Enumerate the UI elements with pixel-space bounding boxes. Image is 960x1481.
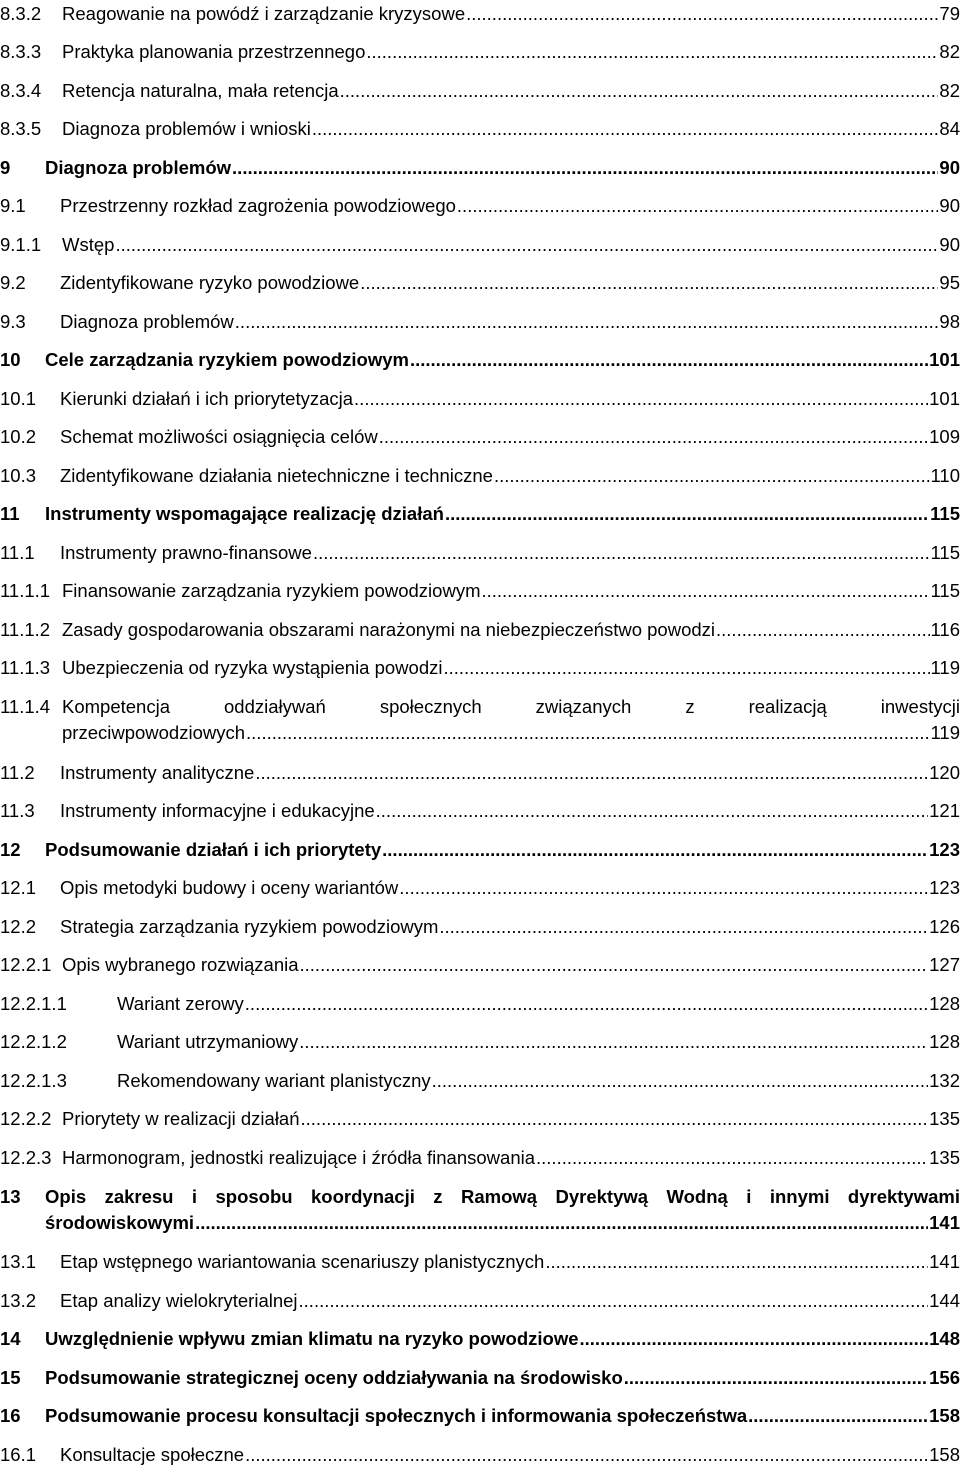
- toc-entry-title: Instrumenty analityczne: [60, 760, 254, 786]
- toc-entry-page: 115: [931, 578, 960, 604]
- toc-leader-dots: [360, 270, 938, 296]
- toc-entry-page: 121: [929, 798, 960, 824]
- toc-entry-title-line2: środowiskowymi: [45, 1210, 194, 1236]
- toc-entry-title: Retencja naturalna, mała retencja: [62, 78, 339, 104]
- toc-entry-page: 126: [929, 914, 960, 940]
- toc-entry-number: 12.2.1: [0, 952, 62, 978]
- toc-entry-number: 10: [0, 347, 45, 373]
- toc-entry-page: 90: [939, 193, 960, 219]
- toc-leader-dots: [115, 232, 938, 258]
- toc-entry-page: 158: [929, 1403, 960, 1429]
- toc-entry[interactable]: [0, 232, 960, 271]
- toc-entry-title: Opis wybranego rozwiązania: [62, 952, 299, 978]
- toc-leader-dots: [399, 875, 928, 901]
- toc-entry-number: 13.1: [0, 1249, 60, 1275]
- toc-entry-page: 109: [929, 424, 960, 450]
- toc-title-word: z: [433, 1184, 442, 1210]
- toc-entry-title: Zidentyfikowane działania nietechniczne i techniczne: [60, 463, 493, 489]
- toc-title-word: realizacją: [749, 694, 827, 720]
- toc-entry-title: Priorytety w realizacji działań: [62, 1106, 300, 1132]
- toc-entry-title: Zasady gospodarowania obszarami narażonymi na niebezpieczeństwo powodzi: [62, 617, 715, 643]
- toc-leader-dots: [716, 617, 929, 643]
- toc-entry-title: Harmonogram, jednostki realizujące i źródła finansowania: [62, 1145, 535, 1171]
- toc-entry-page: 79: [939, 1, 960, 27]
- toc-entry-title-line1: [45, 1184, 960, 1210]
- toc-leader-dots: [366, 39, 938, 65]
- toc-entry[interactable]: [0, 875, 960, 914]
- toc-entry-title-line2: przeciwpowodziowych: [62, 720, 245, 746]
- toc-leader-dots: [299, 1288, 929, 1314]
- toc-entry[interactable]: [0, 39, 960, 78]
- toc-entry-title: Ubezpieczenia od ryzyka wystąpienia powodzi: [62, 655, 442, 681]
- toc-entry-title: Cele zarządzania ryzykiem powodziowym: [45, 347, 409, 373]
- toc-entry[interactable]: [0, 116, 960, 155]
- toc-entry-page: 101: [929, 347, 960, 373]
- toc-leader-dots: [624, 1365, 928, 1391]
- toc-title-word: oddziaływań: [224, 694, 326, 720]
- toc-entry[interactable]: [0, 463, 960, 502]
- toc-title-word: Opis: [45, 1184, 86, 1210]
- toc-entry-number: 13: [0, 1184, 45, 1210]
- toc-entry[interactable]: [0, 1288, 960, 1327]
- toc-leader-dots: [443, 655, 929, 681]
- toc-entry-page: 84: [939, 116, 960, 142]
- toc-entry-title: Diagnoza problemów i wnioski: [62, 116, 311, 142]
- toc-leader-dots: [232, 155, 938, 181]
- toc-entry-page: 156: [929, 1365, 960, 1391]
- toc-entry[interactable]: [0, 914, 960, 953]
- toc-leader-dots: [246, 720, 929, 746]
- toc-entry-number: 8.3.3: [0, 39, 62, 65]
- toc-entry-number: 11.1: [0, 540, 60, 566]
- toc-entry-number: 11.2: [0, 760, 60, 786]
- toc-entry-title: Rekomendowany wariant planistyczny: [117, 1068, 431, 1094]
- toc-entry[interactable]: [0, 655, 960, 694]
- toc-leader-dots: [580, 1326, 929, 1352]
- toc-title-word: społecznych: [380, 694, 482, 720]
- toc-leader-dots: [545, 1249, 928, 1275]
- toc-leader-dots: [481, 578, 929, 604]
- toc-entry-title: Przestrzenny rozkład zagrożenia powodziowego: [60, 193, 456, 219]
- toc-entry[interactable]: [0, 1365, 960, 1404]
- toc-entry-number: 8.3.4: [0, 78, 62, 104]
- toc-entry-number: 8.3.5: [0, 116, 62, 142]
- toc-entry-title: Wariant zerowy: [117, 991, 244, 1017]
- toc-entry[interactable]: [0, 1249, 960, 1288]
- toc-entry[interactable]: [0, 1326, 960, 1365]
- toc-entry-title: Reagowanie na powódź i zarządzanie kryzysowe: [62, 1, 465, 27]
- toc-entry[interactable]: [0, 1029, 960, 1068]
- toc-leader-dots: [301, 1106, 929, 1132]
- toc-entry-title: Konsultacje społeczne: [60, 1442, 244, 1468]
- toc-entry[interactable]: [0, 1403, 960, 1442]
- toc-title-word: związanych: [536, 694, 632, 720]
- toc-leader-dots: [379, 424, 928, 450]
- toc-leader-dots: [354, 386, 928, 412]
- toc-leader-dots: [748, 1403, 928, 1429]
- toc-entry[interactable]: [0, 270, 960, 309]
- toc-entry[interactable]: [0, 309, 960, 348]
- toc-entry[interactable]: [0, 798, 960, 837]
- toc-leader-dots: [494, 463, 930, 489]
- toc-entry-page: 115: [930, 501, 960, 527]
- toc-entry-page: 119: [931, 655, 960, 681]
- toc-leader-dots: [235, 309, 939, 335]
- toc-entry-number: 14: [0, 1326, 45, 1352]
- toc-entry-number: 12.2.1.2: [0, 1029, 117, 1055]
- toc-entry-number: 11.1.4: [0, 694, 62, 720]
- toc-title-word: koordynacji: [311, 1184, 415, 1210]
- toc-entry-page: 110: [931, 463, 960, 489]
- toc-entry-title: Etap wstępnego wariantowania scenariuszy planistycznych: [60, 1249, 544, 1275]
- toc-entry[interactable]: [0, 952, 960, 991]
- toc-entry-number: 11.1.2: [0, 617, 62, 643]
- toc-entry[interactable]: [0, 155, 960, 194]
- toc-entry-title: Praktyka planowania przestrzennego: [62, 39, 365, 65]
- toc-leader-dots: [457, 193, 939, 219]
- toc-title-word: z: [685, 694, 694, 720]
- toc-entry-title: Podsumowanie działań i ich priorytety: [45, 837, 381, 863]
- toc-entry-title: Podsumowanie strategicznej oceny oddziaływania na środowisko: [45, 1365, 623, 1391]
- toc-entry-number: 11: [0, 501, 45, 527]
- toc-entry-page: 98: [939, 309, 960, 335]
- toc-entry-page: 128: [929, 1029, 960, 1055]
- toc-entry-page: 101: [929, 386, 960, 412]
- toc-entry-page: 123: [929, 875, 960, 901]
- toc-entry[interactable]: [0, 1068, 960, 1107]
- toc-leader-dots: [376, 798, 928, 824]
- toc-entry-number: 11.1.1: [0, 578, 62, 604]
- toc-leader-dots: [382, 837, 928, 863]
- toc-entry-title: Strategia zarządzania ryzykiem powodziowym: [60, 914, 438, 940]
- toc-entry[interactable]: [0, 347, 960, 386]
- toc-entry-title: Podsumowanie procesu konsultacji społecznych i informowania społeczeństwa: [45, 1403, 747, 1429]
- toc-entry-title: Uwzględnienie wpływu zmian klimatu na ryzyko powodziowe: [45, 1326, 579, 1352]
- toc-entry-page: 82: [939, 39, 960, 65]
- toc-entry-page: 141: [929, 1249, 960, 1275]
- toc-entry-page: 158: [929, 1442, 960, 1468]
- toc-entry-title: Instrumenty informacyjne i edukacyjne: [60, 798, 375, 824]
- toc-leader-dots: [255, 760, 928, 786]
- toc-entry-number: 12.2.2: [0, 1106, 62, 1132]
- toc-leader-dots: [439, 914, 928, 940]
- toc-leader-dots: [300, 952, 929, 978]
- toc-entry-page: 127: [929, 952, 960, 978]
- toc-leader-dots: [432, 1068, 929, 1094]
- toc-entry-number: 12.2.3: [0, 1145, 62, 1171]
- toc-leader-dots: [410, 347, 928, 373]
- toc-leader-dots: [195, 1210, 928, 1236]
- toc-title-word: Dyrektywą: [556, 1184, 649, 1210]
- toc-entry-number: 9: [0, 155, 45, 181]
- toc-title-word: Kompetencja: [62, 694, 170, 720]
- toc-entry-number: 9.1.1: [0, 232, 62, 258]
- toc-entry-number: 12.2.1.3: [0, 1068, 117, 1094]
- toc-entry[interactable]: [0, 760, 960, 799]
- toc-entry-number: 16: [0, 1403, 45, 1429]
- toc-entry-number: 12.2: [0, 914, 60, 940]
- toc-entry-title: Instrumenty prawno-finansowe: [60, 540, 312, 566]
- toc-entry-page: 123: [929, 837, 960, 863]
- toc-leader-dots: [445, 501, 929, 527]
- toc-entry-number: 11.3: [0, 798, 60, 824]
- toc-entry[interactable]: [0, 1442, 960, 1481]
- toc-leader-dots: [312, 116, 939, 142]
- toc-entry-number: 12.1: [0, 875, 60, 901]
- toc-entry[interactable]: [0, 694, 960, 733]
- toc-entry-title: Wariant utrzymaniowy: [117, 1029, 298, 1055]
- toc-entry-page: 128: [929, 991, 960, 1017]
- toc-entry-number: 9.3: [0, 309, 60, 335]
- toc-entry-title: Kierunki działań i ich priorytetyzacja: [60, 386, 353, 412]
- toc-entry-number: 8.3.2: [0, 1, 62, 27]
- toc-entry-number: 10.3: [0, 463, 60, 489]
- toc-title-word: dyrektywami: [848, 1184, 960, 1210]
- toc-entry[interactable]: [0, 578, 960, 617]
- toc-entry[interactable]: [0, 1184, 960, 1223]
- toc-entry-title: Diagnoza problemów: [60, 309, 234, 335]
- toc-title-word: Wodną: [667, 1184, 728, 1210]
- toc-entry[interactable]: [0, 617, 960, 656]
- toc-title-word: zakresu: [105, 1184, 174, 1210]
- toc-entry[interactable]: [0, 386, 960, 425]
- toc-entry-page: 82: [939, 78, 960, 104]
- toc-entry[interactable]: [0, 78, 960, 117]
- toc-entry-page: 148: [929, 1326, 960, 1352]
- toc-entry-number: 15: [0, 1365, 45, 1391]
- toc-leader-dots: [313, 540, 930, 566]
- toc-entry-page: 144: [929, 1288, 960, 1314]
- toc-title-word: i: [746, 1184, 751, 1210]
- toc-entry-title-line1: [62, 694, 960, 720]
- toc-entry-number: 10.2: [0, 424, 60, 450]
- toc-entry-number: 10.1: [0, 386, 60, 412]
- toc-entry-title: Wstęp: [62, 232, 114, 258]
- toc-entry-title: Opis metodyki budowy i oceny wariantów: [60, 875, 398, 901]
- toc-entry-page: 135: [929, 1106, 960, 1132]
- toc-entry[interactable]: [0, 1, 960, 40]
- toc-title-word: innymi: [770, 1184, 830, 1210]
- toc-entry-page: 90: [939, 155, 960, 181]
- toc-entry[interactable]: [0, 991, 960, 1030]
- toc-entry-page: 135: [929, 1145, 960, 1171]
- toc-leader-dots: [536, 1145, 928, 1171]
- toc-leader-dots: [299, 1029, 928, 1055]
- toc-title-word: Ramową: [461, 1184, 537, 1210]
- toc-title-word: sposobu: [215, 1184, 292, 1210]
- toc-entry[interactable]: [0, 193, 960, 232]
- toc-entry-number: 12.2.1.1: [0, 991, 117, 1017]
- toc-leader-dots: [245, 1442, 928, 1468]
- toc-title-word: inwestycji: [881, 694, 960, 720]
- toc-title-word: i: [192, 1184, 197, 1210]
- toc-entry[interactable]: [0, 1106, 960, 1145]
- toc-entry-title: Schemat możliwości osiągnięcia celów: [60, 424, 378, 450]
- toc-entry[interactable]: [0, 424, 960, 463]
- toc-entry-number: 9.1: [0, 193, 60, 219]
- toc-entry-page: 120: [929, 760, 960, 786]
- toc-entry[interactable]: [0, 837, 960, 876]
- toc-entry[interactable]: [0, 540, 960, 579]
- toc-entry[interactable]: [0, 501, 960, 540]
- toc-entry-page: 90: [939, 232, 960, 258]
- toc-entry-number: 11.1.3: [0, 655, 62, 681]
- toc-leader-dots: [340, 78, 939, 104]
- toc-entry-title: Etap analizy wielokryterialnej: [60, 1288, 298, 1314]
- toc-entry-title: Zidentyfikowane ryzyko powodziowe: [60, 270, 359, 296]
- toc-entry-title: Finansowanie zarządzania ryzykiem powodziowym: [62, 578, 480, 604]
- toc-entry-page: 116: [931, 617, 960, 643]
- toc-entry[interactable]: [0, 1145, 960, 1184]
- toc-entry-page: 119: [931, 720, 960, 746]
- toc-entry-number: 9.2: [0, 270, 60, 296]
- toc-entry-page: 132: [929, 1068, 960, 1094]
- toc-entry-page: 95: [939, 270, 960, 296]
- toc-entry-number: 16.1: [0, 1442, 60, 1468]
- toc-entry-number: 13.2: [0, 1288, 60, 1314]
- toc-entry-page: 115: [931, 540, 960, 566]
- toc-entry-title: Diagnoza problemów: [45, 155, 231, 181]
- toc-entry-title: Instrumenty wspomagające realizację działań: [45, 501, 444, 527]
- toc-leader-dots: [466, 1, 938, 27]
- toc-leader-dots: [245, 991, 928, 1017]
- toc-entry-page: 141: [929, 1210, 960, 1236]
- toc-entry-number: 12: [0, 837, 45, 863]
